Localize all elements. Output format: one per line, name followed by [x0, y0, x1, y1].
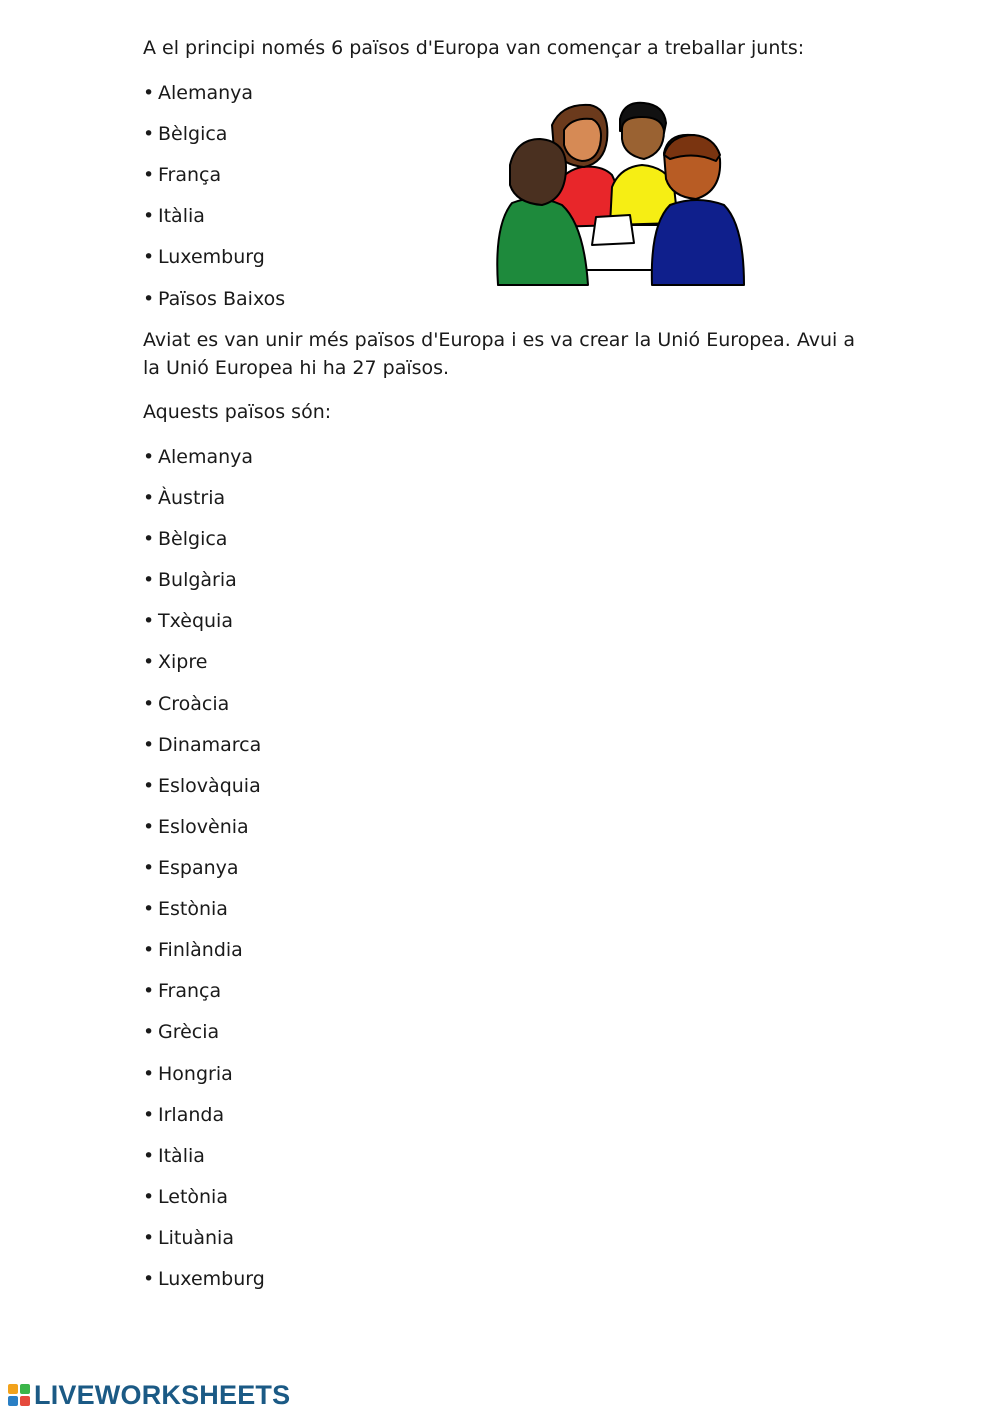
member-name: Finlàndia: [158, 939, 243, 961]
member-name: Eslovènia: [158, 816, 249, 838]
member-item: [143, 1227, 234, 1249]
founder-item: [143, 123, 227, 145]
people-meeting-icon: [492, 95, 748, 293]
member-item: [143, 1186, 228, 1208]
member-item: [143, 569, 237, 591]
bullet-glyph: •: [143, 246, 155, 268]
bullet-glyph: •: [143, 1063, 155, 1085]
bullet-glyph: •: [143, 734, 155, 756]
founder-item: [143, 288, 285, 310]
founder-name: Itàlia: [158, 205, 205, 227]
member-name: Lituània: [158, 1227, 234, 1249]
bullet-glyph: •: [143, 1021, 155, 1043]
liveworksheets-brand[interactable]: [8, 1380, 290, 1410]
member-item: [143, 651, 207, 673]
bullet-glyph: •: [143, 446, 155, 468]
bullet-glyph: •: [143, 1145, 155, 1167]
member-item: [143, 1268, 265, 1290]
liveworksheets-logo-icon: [8, 1384, 30, 1406]
bullet-glyph: •: [143, 164, 155, 186]
member-item: [143, 857, 239, 879]
founder-name: Luxemburg: [158, 246, 265, 268]
member-item: [143, 1063, 233, 1085]
bullet-glyph: •: [143, 82, 155, 104]
bullet-glyph: •: [143, 693, 155, 715]
union-paragraph: Aviat es van unir més països d'Europa i es va crear la Unió Europea. Avui a la Unió Europea hi ha 27 països.: [143, 329, 855, 379]
intro-text: A el principi només 6 països d'Europa van començar a treballar junts:: [143, 37, 805, 59]
bullet-glyph: •: [143, 1227, 155, 1249]
bullet-glyph: •: [143, 651, 155, 673]
member-name: Txèquia: [158, 610, 233, 632]
member-item: [143, 775, 261, 797]
bullet-glyph: •: [143, 288, 155, 310]
list-intro-text: Aquests països són:: [143, 401, 332, 423]
member-name: Eslovàquia: [158, 775, 261, 797]
bullet-glyph: •: [143, 1268, 155, 1290]
bullet-glyph: •: [143, 939, 155, 961]
bullet-glyph: •: [143, 857, 155, 879]
bullet-glyph: •: [143, 528, 155, 550]
bullet-glyph: •: [143, 898, 155, 920]
member-item: [143, 1021, 219, 1043]
brand-name: LIVEWORKSHEETS: [34, 1379, 291, 1410]
member-name: Àustria: [158, 487, 226, 509]
member-item: [143, 939, 243, 961]
bullet-glyph: •: [143, 610, 155, 632]
member-name: França: [158, 980, 222, 1002]
founder-item: [143, 82, 253, 104]
bullet-glyph: •: [143, 980, 155, 1002]
member-name: Croàcia: [158, 693, 230, 715]
member-name: Hongria: [158, 1063, 233, 1085]
bullet-glyph: •: [143, 487, 155, 509]
member-name: Espanya: [158, 857, 239, 879]
bullet-glyph: •: [143, 569, 155, 591]
member-item: [143, 446, 253, 468]
founder-name: Alemanya: [158, 82, 254, 104]
member-name: Itàlia: [158, 1145, 205, 1167]
member-name: Luxemburg: [158, 1268, 265, 1290]
founder-item: [143, 164, 221, 186]
member-name: Xipre: [158, 651, 208, 673]
member-item: [143, 1145, 205, 1167]
member-item: [143, 528, 227, 550]
member-item: [143, 898, 228, 920]
member-name: Bèlgica: [158, 528, 228, 550]
member-item: [143, 610, 233, 632]
member-item: [143, 487, 225, 509]
member-name: Grècia: [158, 1021, 220, 1043]
member-item: [143, 816, 249, 838]
bullet-glyph: •: [143, 1186, 155, 1208]
bullet-glyph: •: [143, 775, 155, 797]
member-item: [143, 980, 221, 1002]
bullet-glyph: •: [143, 205, 155, 227]
bullet-glyph: •: [143, 816, 155, 838]
bullet-glyph: •: [143, 1104, 155, 1126]
member-name: Bulgària: [158, 569, 237, 591]
bullet-glyph: •: [143, 123, 155, 145]
founder-name: Bèlgica: [158, 123, 228, 145]
member-name: Estònia: [158, 898, 228, 920]
member-item: [143, 693, 229, 715]
member-name: Dinamarca: [158, 734, 262, 756]
founder-item: [143, 246, 265, 268]
founder-item: [143, 205, 205, 227]
founder-name: Països Baixos: [158, 288, 286, 310]
member-item: [143, 734, 261, 756]
member-name: Letònia: [158, 1186, 228, 1208]
member-item: [143, 1104, 224, 1126]
member-name: Alemanya: [158, 446, 254, 468]
founder-name: França: [158, 164, 222, 186]
member-name: Irlanda: [158, 1104, 225, 1126]
